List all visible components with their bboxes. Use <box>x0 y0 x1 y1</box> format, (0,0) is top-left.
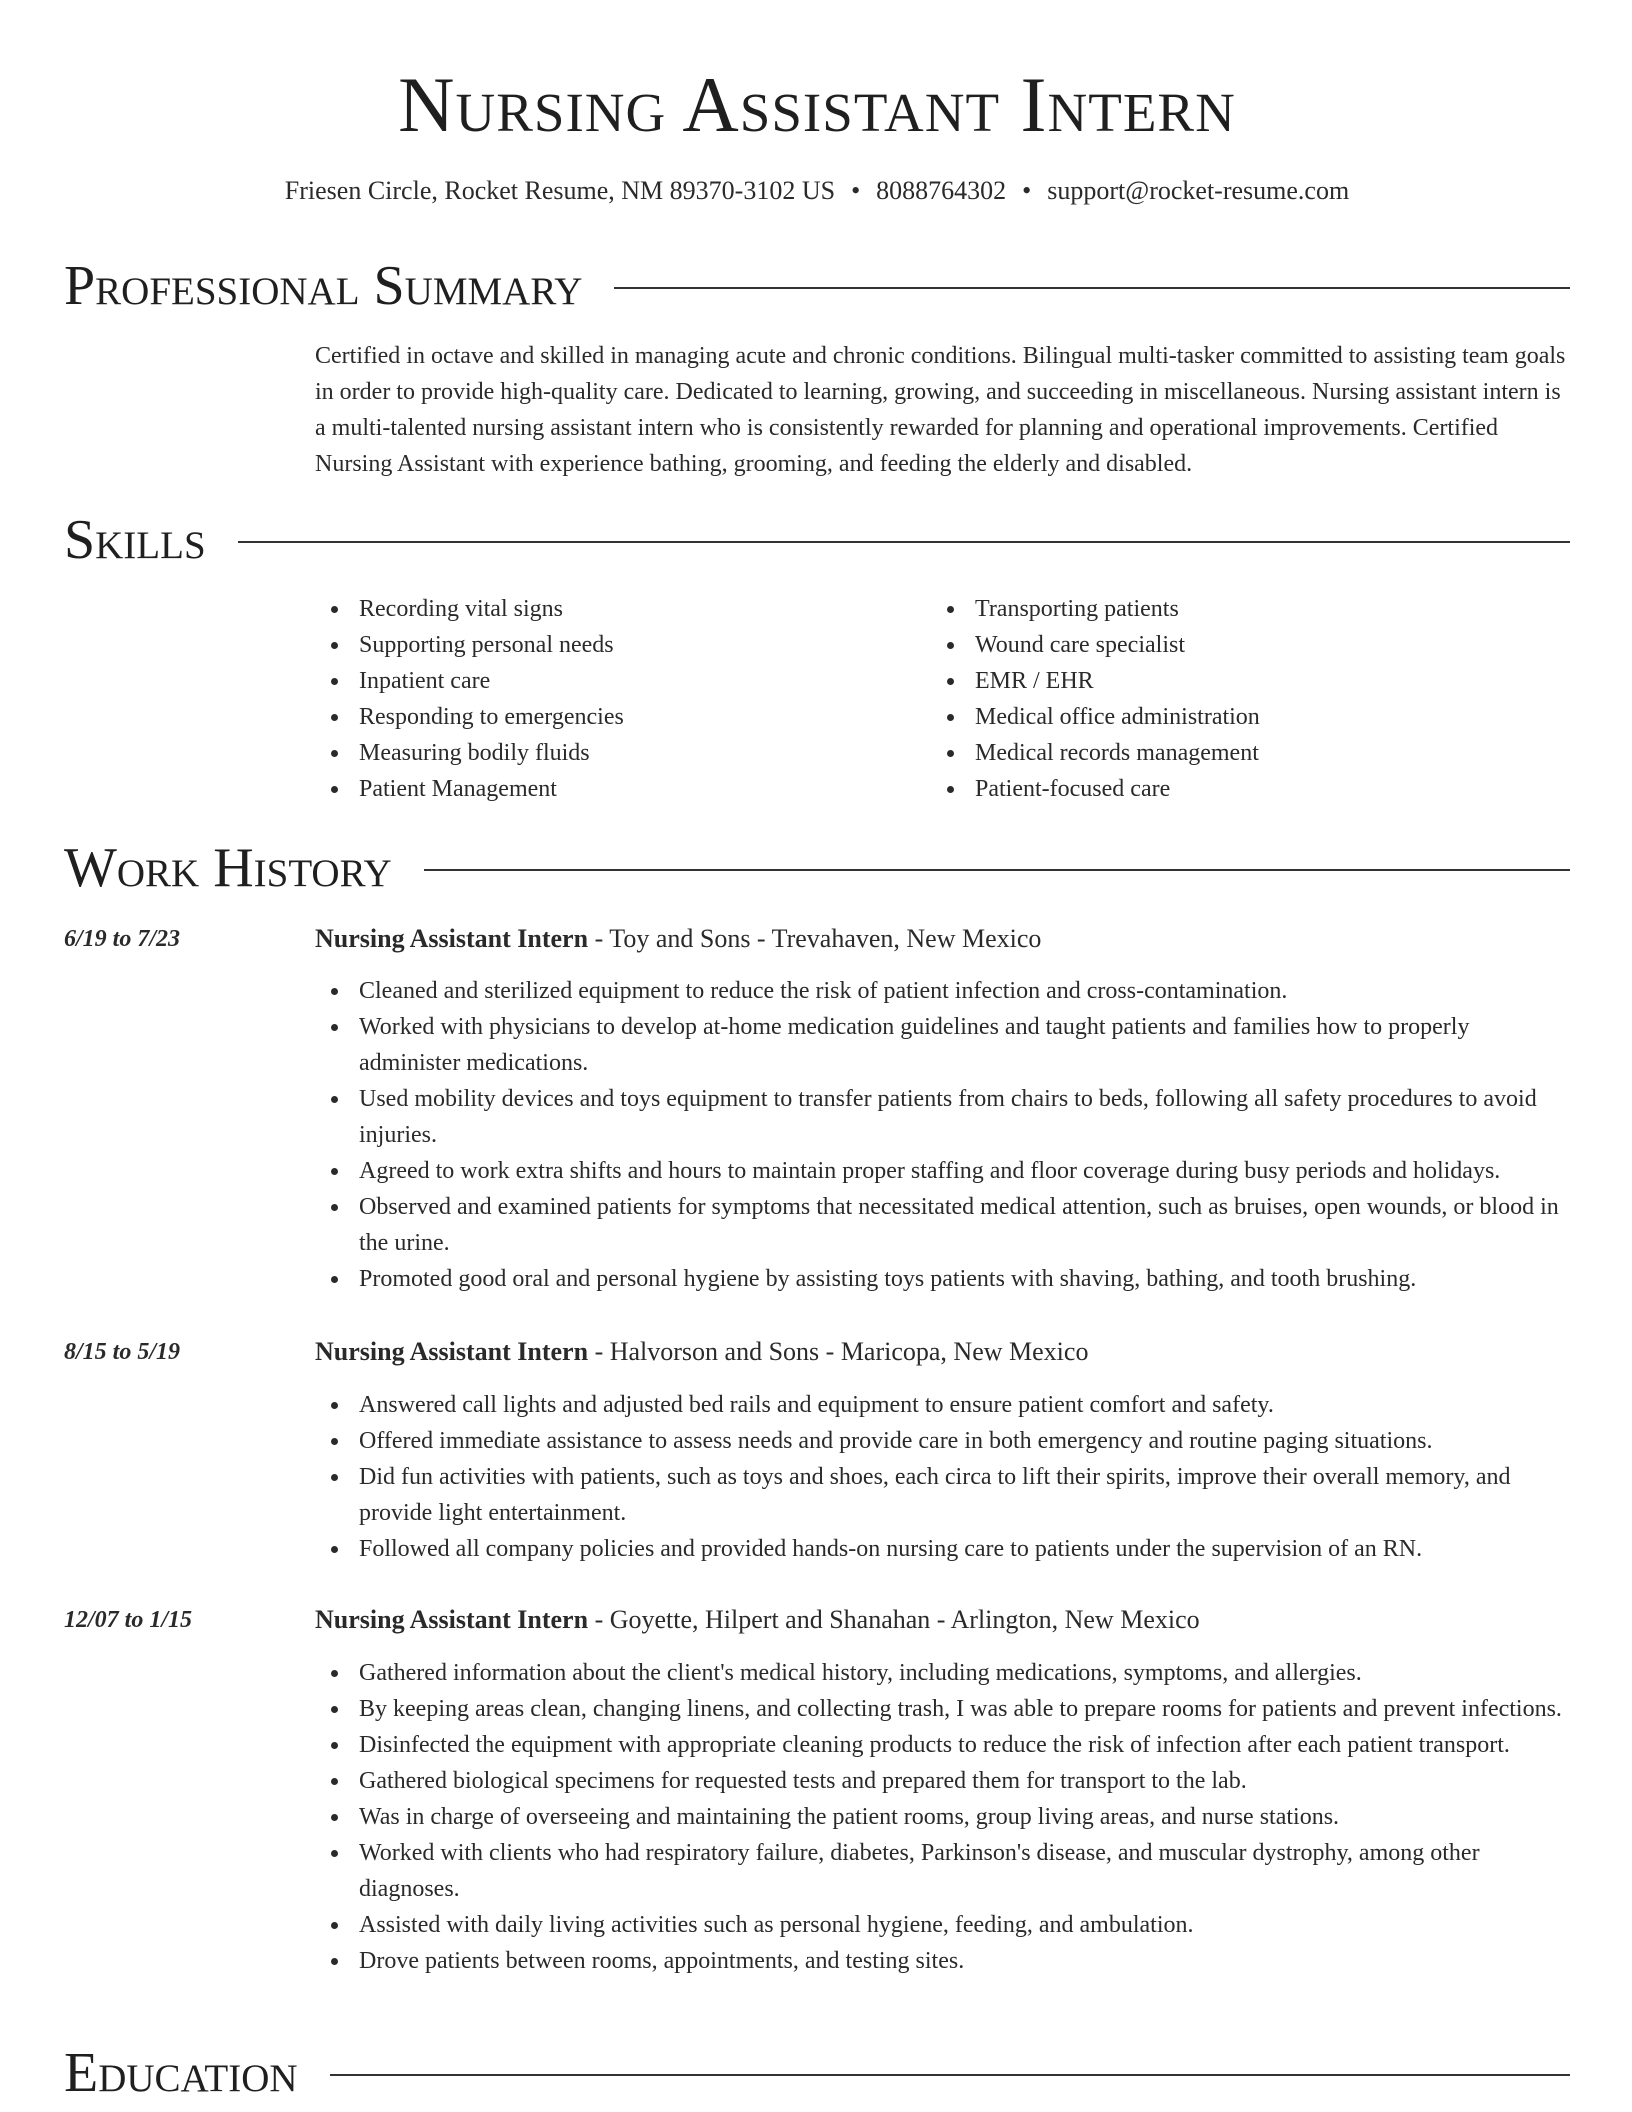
job-bullet: Followed all company policies and provided hands-on nursing care to patients under the supervision of an RN. <box>315 1531 1570 1567</box>
contact-email: support@rocket-resume.com <box>1047 176 1350 205</box>
job-bullet: Was in charge of overseeing and maintaining the patient rooms, group living areas, and nurse stations. <box>315 1799 1570 1835</box>
job-bullet: Did fun activities with patients, such as toys and shoes, each circa to lift their spirits, improve their overall memory, and provide light entertainment. <box>315 1459 1570 1531</box>
contact-line <box>64 174 1570 208</box>
section-title-education: Education <box>64 2042 298 2104</box>
job-bullet: Answered call lights and adjusted bed rails and equipment to ensure patient comfort and safety. <box>315 1387 1570 1423</box>
job-role: Nursing Assistant Intern <box>315 924 589 953</box>
job-details: - Toy and Sons - Trevahaven, New Mexico <box>588 924 1042 953</box>
skill-item: Measuring bodily fluids <box>315 735 915 771</box>
job-bullet: By keeping areas clean, changing linens, and collecting trash, I was able to prepare rooms for patients and prevent infections. <box>315 1691 1570 1727</box>
job-bullet: Worked with physicians to develop at-home medication guidelines and taught patients and families how to properly administer medications. <box>315 1009 1570 1081</box>
section-header-work <box>64 836 1570 900</box>
job-bullet: Offered immediate assistance to assess needs and provide care in both emergency and routine paging situations. <box>315 1423 1570 1459</box>
job-heading <box>315 1602 1570 1638</box>
section-divider <box>424 869 1570 871</box>
job-role: Nursing Assistant Intern <box>315 1337 589 1366</box>
section-header-summary <box>64 254 1570 318</box>
candidate-name: Nursing Assistant Intern <box>398 61 1236 148</box>
contact-address: Friesen Circle, Rocket Resume, NM 89370-3102 US <box>284 176 836 205</box>
section-divider <box>330 2074 1570 2076</box>
summary-text: Certified in octave and skilled in managing acute and chronic conditions. Bilingual multi-tasker committed to assisting team goals in order to provide high-quality care. Dedicated to learning, growing, and succeeding in miscellaneous. Nursing assistant intern is a multi-talented nursing assistant intern who is consistently rewarded for planning and operational improvements. Certified Nursing Assistant with experience bathing, grooming, and feeding the elderly and disabled. <box>315 343 1566 477</box>
skill-item: Medical office administration <box>931 699 1531 735</box>
section-header-education <box>64 2041 1570 2105</box>
job-bullet: Observed and examined patients for symptoms that necessitated medical attention, such as bruises, open wounds, or blood in the urine. <box>315 1189 1570 1261</box>
job-bullet-list <box>315 973 1570 1297</box>
job-bullet: Disinfected the equipment with appropriate cleaning products to reduce the risk of infection after each patient transport. <box>315 1727 1570 1763</box>
skill-item: Responding to emergencies <box>315 699 915 735</box>
contact-phone: 8088764302 <box>876 176 1007 205</box>
skill-item: Patient-focused care <box>931 771 1531 807</box>
job-role: Nursing Assistant Intern <box>315 1605 589 1634</box>
job-dates: 6/19 to 7/23 <box>64 926 181 952</box>
skill-item: Inpatient care <box>315 663 915 699</box>
job-heading <box>315 1334 1570 1370</box>
skill-item: Medical records management <box>931 735 1531 771</box>
skill-item: Recording vital signs <box>315 591 915 627</box>
job-bullet: Assisted with daily living activities such as personal hygiene, feeding, and ambulation. <box>315 1907 1570 1943</box>
section-title-work: Work History <box>64 837 392 899</box>
contact-separator: • <box>1022 176 1032 205</box>
skill-item: Patient Management <box>315 771 915 807</box>
job-details: - Goyette, Hilpert and Shanahan - Arlington, New Mexico <box>588 1605 1200 1634</box>
job-bullet: Worked with clients who had respiratory failure, diabetes, Parkinson's disease, and muscular dystrophy, among other diagnoses. <box>315 1835 1570 1907</box>
section-header-skills <box>64 508 1570 572</box>
job-bullet-list <box>315 1387 1570 1567</box>
job-bullet-list <box>315 1655 1570 1979</box>
job-bullet: Gathered information about the client's medical history, including medications, symptoms, and allergies. <box>315 1655 1570 1691</box>
skill-item: Transporting patients <box>931 591 1531 627</box>
section-title-skills: Skills <box>64 509 206 571</box>
job-dates: 12/07 to 1/15 <box>64 1607 193 1633</box>
section-divider <box>238 541 1570 543</box>
skill-item: EMR / EHR <box>931 663 1531 699</box>
job-bullet: Used mobility devices and toys equipment to transfer patients from chairs to beds, following all safety procedures to avoid injuries. <box>315 1081 1570 1153</box>
job-bullet: Promoted good oral and personal hygiene by assisting toys patients with shaving, bathing, and tooth brushing. <box>315 1261 1570 1297</box>
skill-item: Supporting personal needs <box>315 627 915 663</box>
job-bullet: Cleaned and sterilized equipment to reduce the risk of patient infection and cross-contamination. <box>315 973 1570 1009</box>
job-bullet: Agreed to work extra shifts and hours to maintain proper staffing and floor coverage during busy periods and holidays. <box>315 1153 1570 1189</box>
skills-list-right <box>931 591 1531 807</box>
contact-separator: • <box>851 176 861 205</box>
job-details: - Halvorson and Sons - Maricopa, New Mexico <box>588 1337 1089 1366</box>
section-divider <box>614 287 1570 289</box>
skill-item: Wound care specialist <box>931 627 1531 663</box>
job-bullet: Drove patients between rooms, appointments, and testing sites. <box>315 1943 1570 1979</box>
job-heading <box>315 921 1570 957</box>
job-bullet: Gathered biological specimens for requested tests and prepared them for transport to the lab. <box>315 1763 1570 1799</box>
skills-list-left <box>315 591 915 807</box>
job-dates: 8/15 to 5/19 <box>64 1339 181 1365</box>
section-title-summary: Professional Summary <box>64 255 583 317</box>
